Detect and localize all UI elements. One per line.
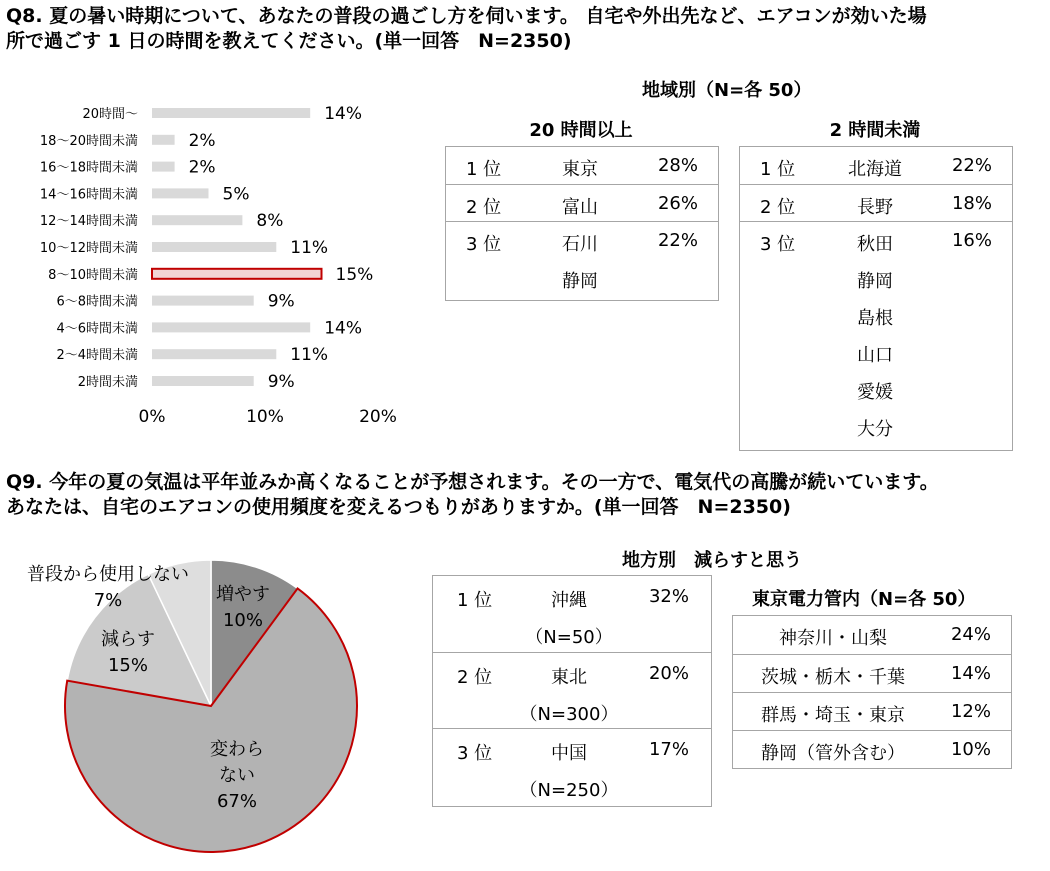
slice-label: 変わら bbox=[210, 739, 264, 760]
rank-label: 3 位 bbox=[466, 234, 502, 255]
ranking-row bbox=[733, 730, 1011, 768]
x-tick-label: 0% bbox=[138, 407, 166, 427]
sample-size: （N=300） bbox=[519, 704, 619, 725]
bar-value-label: 2% bbox=[188, 157, 216, 178]
ranking-row bbox=[446, 184, 718, 222]
q8-title-line1: Q8. 夏の暑い時期について、あなたの普段の過ごし方を伺います。 自宅や外出先など、エアコンが効いた場 bbox=[6, 5, 927, 27]
percent-value: 20% bbox=[648, 663, 689, 684]
bar-value-label: 2% bbox=[188, 130, 216, 151]
ranking-row bbox=[733, 616, 1011, 654]
bar-value-label: 11% bbox=[290, 345, 329, 366]
ranking-row bbox=[733, 692, 1011, 731]
rank-label: 1 位 bbox=[466, 159, 502, 180]
slice-percent-label: 7% bbox=[93, 590, 123, 611]
area-name: 中国 bbox=[551, 743, 587, 764]
category-label: 14〜16時間未満 bbox=[39, 187, 138, 203]
category-label: 8〜10時間未満 bbox=[48, 267, 138, 283]
category-label: 2〜4時間未満 bbox=[56, 348, 138, 364]
sample-size: （N=50） bbox=[525, 627, 613, 648]
bar-value-label: 9% bbox=[267, 372, 295, 392]
prefecture-name: 静岡 bbox=[562, 271, 598, 292]
percent-value: 24% bbox=[950, 624, 991, 645]
ranking-row bbox=[446, 221, 718, 300]
rank-label: 2 位 bbox=[457, 667, 493, 688]
aircon-usage-pie-chart bbox=[0, 0, 400, 871]
category-label: 20時間〜 bbox=[82, 107, 138, 122]
rank-label: 1 位 bbox=[457, 590, 493, 611]
over20-ranking-table bbox=[445, 146, 719, 301]
q8-title-line2: 所で過ごす 1 日の時間を教えてください。(単一回答 N=2350) bbox=[6, 30, 572, 52]
prefecture-name: 秋田 bbox=[857, 234, 893, 255]
area-ranking-table bbox=[432, 575, 712, 807]
bar-value-label: 14% bbox=[324, 104, 362, 124]
rank-label: 3 位 bbox=[760, 234, 796, 255]
x-tick-label: 10% bbox=[246, 407, 284, 427]
tepco-ranking-table bbox=[732, 615, 1012, 769]
category-label: 4〜6時間未満 bbox=[56, 321, 138, 337]
area-section-title: 地方別 減らすと思う bbox=[622, 550, 802, 571]
slice-percent-label: 15% bbox=[107, 655, 149, 676]
prefecture-group: 静岡（管外含む） bbox=[761, 743, 905, 764]
rank-label: 2 位 bbox=[760, 197, 796, 218]
category-label: 10〜12時間未満 bbox=[39, 241, 138, 256]
q9-title-line1: Q9. 今年の夏の気温は平年並みか高くなることが予想されます。その一方で、電気代の高騰が続いています。 bbox=[6, 471, 939, 493]
category-label: 2時間未満 bbox=[77, 375, 138, 390]
percent-value: 16% bbox=[951, 230, 992, 251]
ranking-row bbox=[740, 184, 1012, 222]
prefecture-name: 大分 bbox=[857, 419, 893, 440]
percent-value: 18% bbox=[951, 193, 992, 214]
bar-value-label: 14% bbox=[324, 318, 362, 339]
bar-value-label: 5% bbox=[222, 184, 250, 205]
prefecture-name: 愛媛 bbox=[857, 382, 893, 403]
region-section-title: 地域別（N=各 50） bbox=[642, 80, 812, 101]
category-label: 16〜18時間未満 bbox=[39, 160, 138, 176]
rank-label: 3 位 bbox=[457, 743, 493, 764]
sample-size: （N=250） bbox=[519, 780, 619, 801]
q9-title-line2: あなたは、自宅のエアコンの使用頻度を変えるつもりがありますか。(単一回答 N=2350) bbox=[6, 496, 791, 518]
percent-value: 14% bbox=[950, 663, 991, 684]
bar-value-label: 15% bbox=[335, 264, 374, 285]
rank-label: 1 位 bbox=[760, 159, 796, 180]
ranking-row bbox=[433, 576, 711, 652]
prefecture-name: 静岡 bbox=[857, 271, 893, 292]
bar-value-label: 9% bbox=[267, 291, 295, 312]
prefecture-name: 富山 bbox=[562, 197, 598, 218]
prefecture-group: 群馬・埼玉・東京 bbox=[761, 705, 905, 726]
under2-ranking-table bbox=[739, 146, 1013, 451]
rank-label: 2 位 bbox=[466, 197, 502, 218]
slice-percent-label: 67% bbox=[216, 791, 258, 812]
area-name: 東北 bbox=[551, 667, 587, 688]
bar-value-label: 8% bbox=[256, 211, 284, 232]
prefecture-name: 島根 bbox=[857, 308, 893, 329]
percent-value: 12% bbox=[950, 701, 991, 722]
category-label: 12〜14時間未満 bbox=[39, 214, 138, 230]
prefecture-name: 北海道 bbox=[848, 159, 902, 180]
percent-value: 10% bbox=[950, 739, 991, 760]
prefecture-group: 神奈川・山梨 bbox=[779, 628, 887, 649]
prefecture-group: 茨城・栃木・千葉 bbox=[761, 667, 905, 688]
slice-label: 普段から使用しない bbox=[27, 564, 189, 585]
ranking-row bbox=[740, 147, 1012, 184]
percent-value: 26% bbox=[657, 193, 698, 214]
category-label: 6〜8時間未満 bbox=[56, 294, 138, 310]
x-tick-label: 20% bbox=[359, 407, 397, 427]
prefecture-name: 東京 bbox=[562, 159, 598, 180]
slice-label: ない bbox=[219, 765, 255, 786]
percent-value: 22% bbox=[657, 230, 698, 251]
slice-label: 増やす bbox=[216, 584, 270, 605]
slice-label: 減らす bbox=[101, 629, 155, 650]
area-name: 沖縄 bbox=[551, 590, 587, 611]
under2-heading: 2 時間未満 bbox=[829, 120, 921, 141]
ranking-row bbox=[446, 147, 718, 184]
over20-heading: 20 時間以上 bbox=[529, 120, 633, 141]
tepco-section-title: 東京電力管内（N=各 50） bbox=[752, 589, 976, 610]
prefecture-name: 長野 bbox=[857, 197, 893, 218]
percent-value: 32% bbox=[648, 586, 689, 607]
ranking-row bbox=[733, 654, 1011, 693]
bar-value-label: 11% bbox=[290, 238, 329, 258]
ranking-row bbox=[433, 728, 711, 806]
percent-value: 28% bbox=[657, 155, 698, 176]
prefecture-name: 石川 bbox=[562, 234, 598, 255]
slice-percent-label: 10% bbox=[222, 610, 264, 631]
category-label: 18〜20時間未満 bbox=[39, 133, 138, 149]
ranking-row bbox=[740, 221, 1012, 450]
ranking-row bbox=[433, 652, 711, 729]
percent-value: 17% bbox=[648, 739, 689, 760]
percent-value: 22% bbox=[951, 155, 992, 176]
prefecture-name: 山口 bbox=[857, 345, 893, 366]
q9-question-title bbox=[6, 470, 939, 520]
q8-question-title bbox=[6, 4, 927, 54]
